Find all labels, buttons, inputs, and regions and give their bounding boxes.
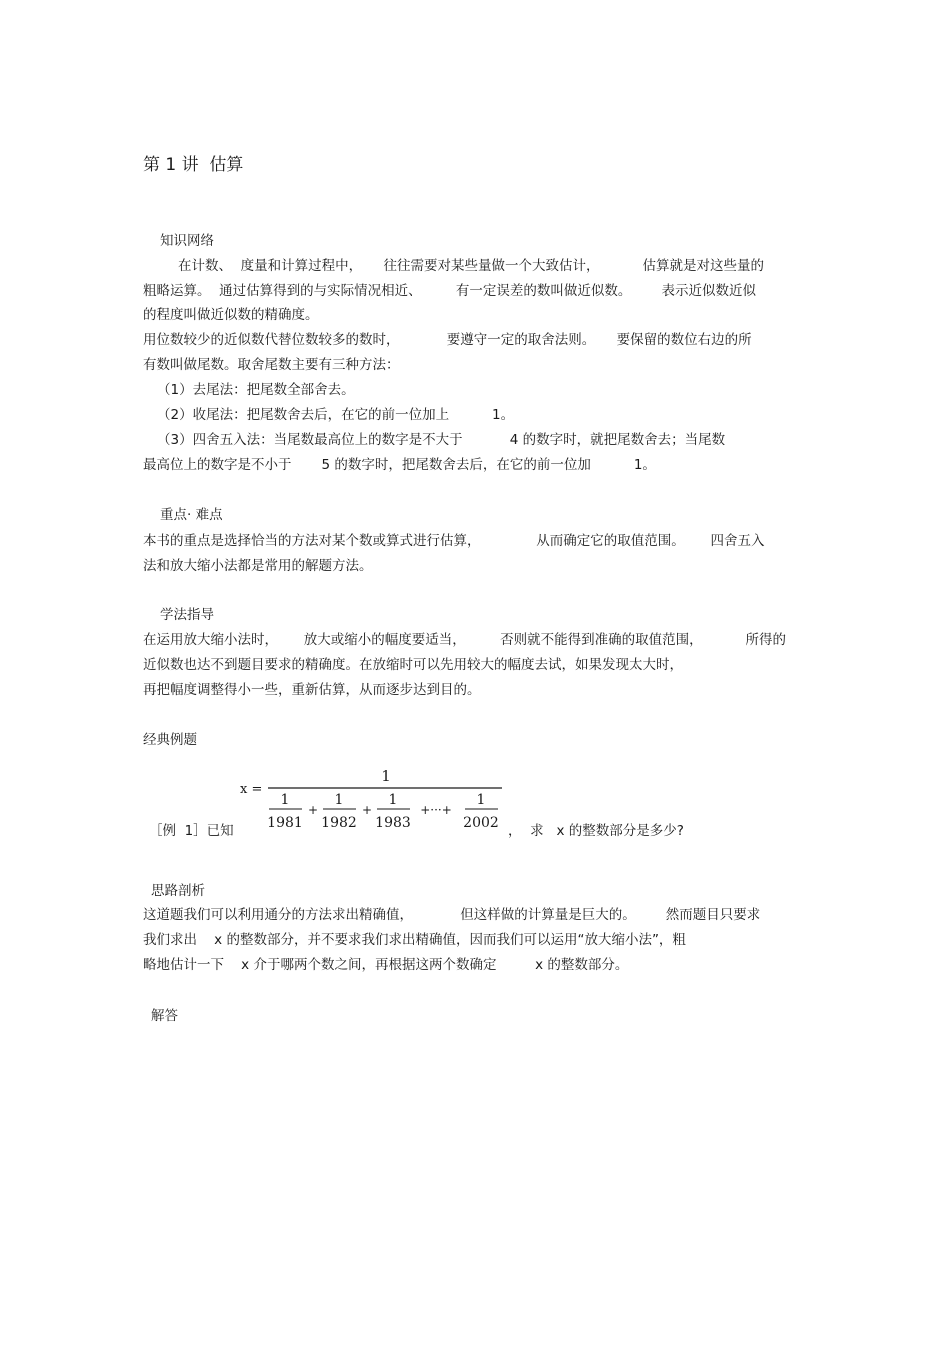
- example-question: ， 求 x 的整数部分是多少?: [508, 823, 684, 839]
- paragraph-line: 再把幅度调整得小一些，重新估算，从而逐步达到目的。: [143, 682, 481, 698]
- example-label: ［例 1］已知: [149, 823, 234, 839]
- paragraph-line: 粗略运算。 通过估算得到的与实际情况相近、 有一定误差的数叫做近似数。 表示近似数近似: [143, 283, 756, 299]
- term-denominator: 1983: [375, 815, 411, 831]
- section-heading-answer: 解答: [151, 1008, 178, 1024]
- page-title: 第 1 讲 估算: [143, 155, 244, 175]
- term-numerator: 1: [334, 792, 344, 808]
- term-denominator: 1982: [321, 815, 357, 831]
- section-heading-knowledge: 知识网络: [160, 233, 214, 249]
- paragraph-line: 的程度叫做近似数的精确度。: [143, 307, 319, 323]
- plus-sign: +: [361, 803, 373, 817]
- term-numerator: 1: [388, 792, 398, 808]
- paragraph-line: 有数叫做尾数。取舍尾数主要有三种方法：: [143, 357, 400, 373]
- section-heading-examples: 经典例题: [143, 732, 197, 748]
- paragraph-line: 用位数较少的近似数代替位数较多的数时， 要遵守一定的取舍法则。 要保留的数位右边的所: [143, 332, 752, 348]
- paragraph-line: 在计数、 度量和计算过程中， 往往需要对某些量做一个大致估计， 估算就是对这些量的: [178, 258, 764, 274]
- term-denominator: 1981: [267, 815, 303, 831]
- term-denominator: 2002: [463, 815, 499, 831]
- term-numerator: 1: [476, 792, 486, 808]
- paragraph-line: 本书的重点是选择恰当的方法对某个数或算式进行估算， 从而确定它的取值范围。 四舍五入: [143, 533, 765, 549]
- section-heading-analysis: 思路剖析: [151, 883, 205, 899]
- paragraph-line: 近似数也达不到题目要求的精确度。在放缩时可以先用较大的幅度去试，如果发现太大时，: [143, 657, 683, 673]
- ellipsis-sign: +···+: [420, 803, 452, 817]
- paragraph-line: 略地估计一下 x 介于哪两个数之间，再根据这两个数确定 x 的整数部分。: [143, 957, 629, 973]
- section-heading-method: 学法指导: [160, 607, 214, 623]
- plus-sign: +: [307, 803, 319, 817]
- paragraph-line: 法和放大缩小法都是常用的解题方法。: [143, 558, 373, 574]
- formula-lhs: x =: [240, 782, 263, 797]
- fraction-formula: [236, 762, 516, 842]
- list-item: （1）去尾法：把尾数全部舍去。: [157, 382, 355, 398]
- paragraph-line: 我们求出 x 的整数部分，并不要求我们求出精确值，因而我们可以运用“放大缩小法”，粗: [143, 932, 686, 948]
- paragraph-line: 最高位上的数字是不小于 5 的数字时，把尾数舍去后，在它的前一位加 1。: [143, 457, 656, 473]
- term-numerator: 1: [280, 792, 290, 808]
- formula-numerator: 1: [381, 767, 391, 785]
- paragraph-line: 这道题我们可以利用通分的方法求出精确值， 但这样做的计算量是巨大的。 然而题目只要求: [143, 907, 761, 923]
- paragraph-line: 在运用放大缩小法时， 放大或缩小的幅度要适当， 否则就不能得到准确的取值范围， 所得的: [143, 632, 786, 648]
- section-heading-keypoints: 重点· 难点: [160, 507, 223, 523]
- list-item: （2）收尾法：把尾数舍去后，在它的前一位加上 1。: [157, 407, 515, 423]
- list-item: （3）四舍五入法：当尾数最高位上的数字是不大于 4 的数字时，就把尾数舍去；当尾数: [157, 432, 726, 448]
